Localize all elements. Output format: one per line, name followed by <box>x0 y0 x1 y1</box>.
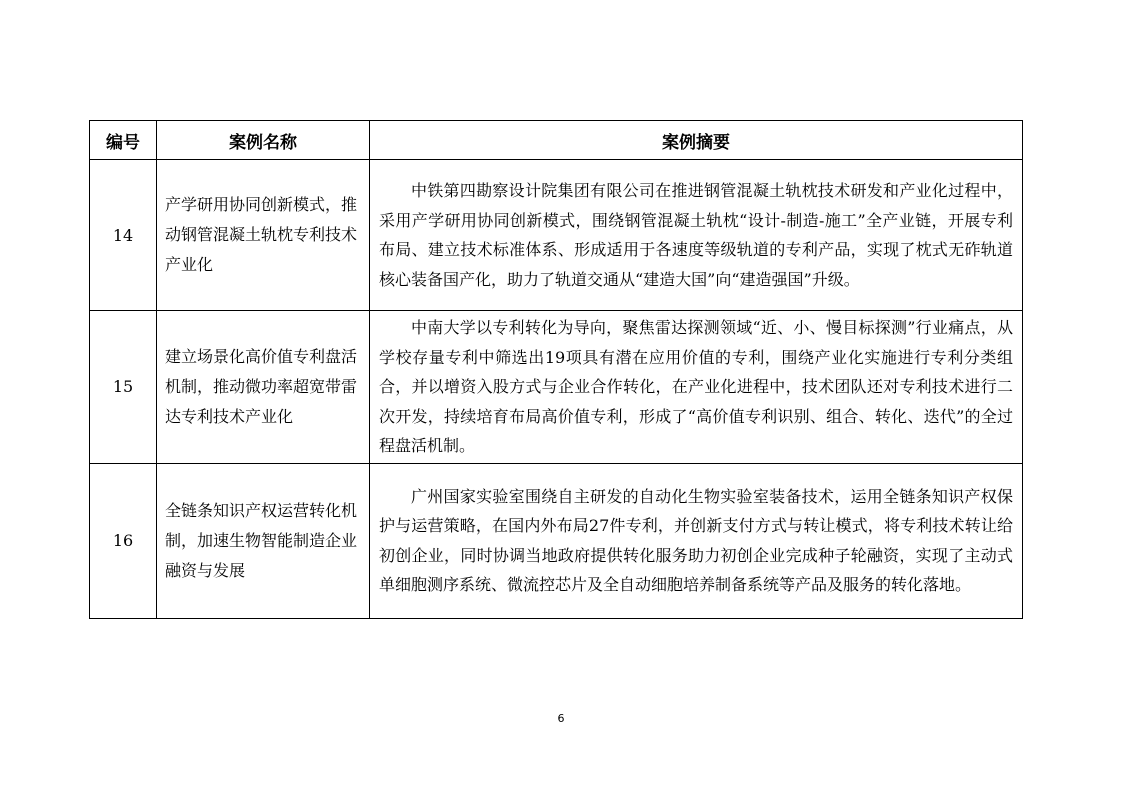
table-row <box>90 311 1023 464</box>
header-case-summary: 案例摘要 <box>370 121 1023 160</box>
header-case-name: 案例名称 <box>157 121 370 160</box>
case-name: 产学研用协同创新模式，推动钢管混凝土轨枕专利技术产业化 <box>157 160 370 311</box>
table-row <box>90 160 1023 311</box>
header-number: 编号 <box>90 121 157 160</box>
case-name: 建立场景化高价值专利盘活机制，推动微功率超宽带雷达专利技术产业化 <box>157 311 370 464</box>
table-row <box>90 463 1023 618</box>
case-summary: 广州国家实验室围绕自主研发的自动化生物实验室装备技术，运用全链条知识产权保护与运营策略，在国内外布局27件专利，并创新支付方式与转让模式，将专利技术转让给初创企业，同时协调当地政府提供转化服务助力初创企业完成种子轮融资，实现了主动式单细胞测序系统、微流控芯片及全自动细胞培养制备系统等产品及服务的转化落地。 <box>370 463 1023 618</box>
case-summary: 中南大学以专利转化为导向，聚焦雷达探测领域“近、小、慢目标探测”行业痛点，从学校存量专利中筛选出19项具有潜在应用价值的专利，围绕产业化实施进行专利分类组合，并以增资入股方式与企业合作转化，在产业化进程中，技术团队还对专利技术进行二次开发，持续培育布局高价值专利，形成了“高价值专利识别、组合、转化、迭代”的全过程盘活机制。 <box>370 311 1023 464</box>
case-name: 全链条知识产权运营转化机制，加速生物智能制造企业融资与发展 <box>157 463 370 618</box>
case-number: 14 <box>90 160 157 311</box>
table-header-row <box>90 121 1023 160</box>
case-number: 15 <box>90 311 157 464</box>
page-number: 6 <box>557 712 565 725</box>
case-number: 16 <box>90 463 157 618</box>
case-summary: 中铁第四勘察设计院集团有限公司在推进钢管混凝土轨枕技术研发和产业化过程中，采用产学研用协同创新模式，围绕钢管混凝土轨枕“设计-制造-施工”全产业链，开展专利布局、建立技术标准体系、形成适用于各速度等级轨道的专利产品，实现了枕式无砟轨道核心装备国产化，助力了轨道交通从“建造大国”向“建造强国”升级。 <box>370 160 1023 311</box>
case-table <box>89 120 1023 619</box>
